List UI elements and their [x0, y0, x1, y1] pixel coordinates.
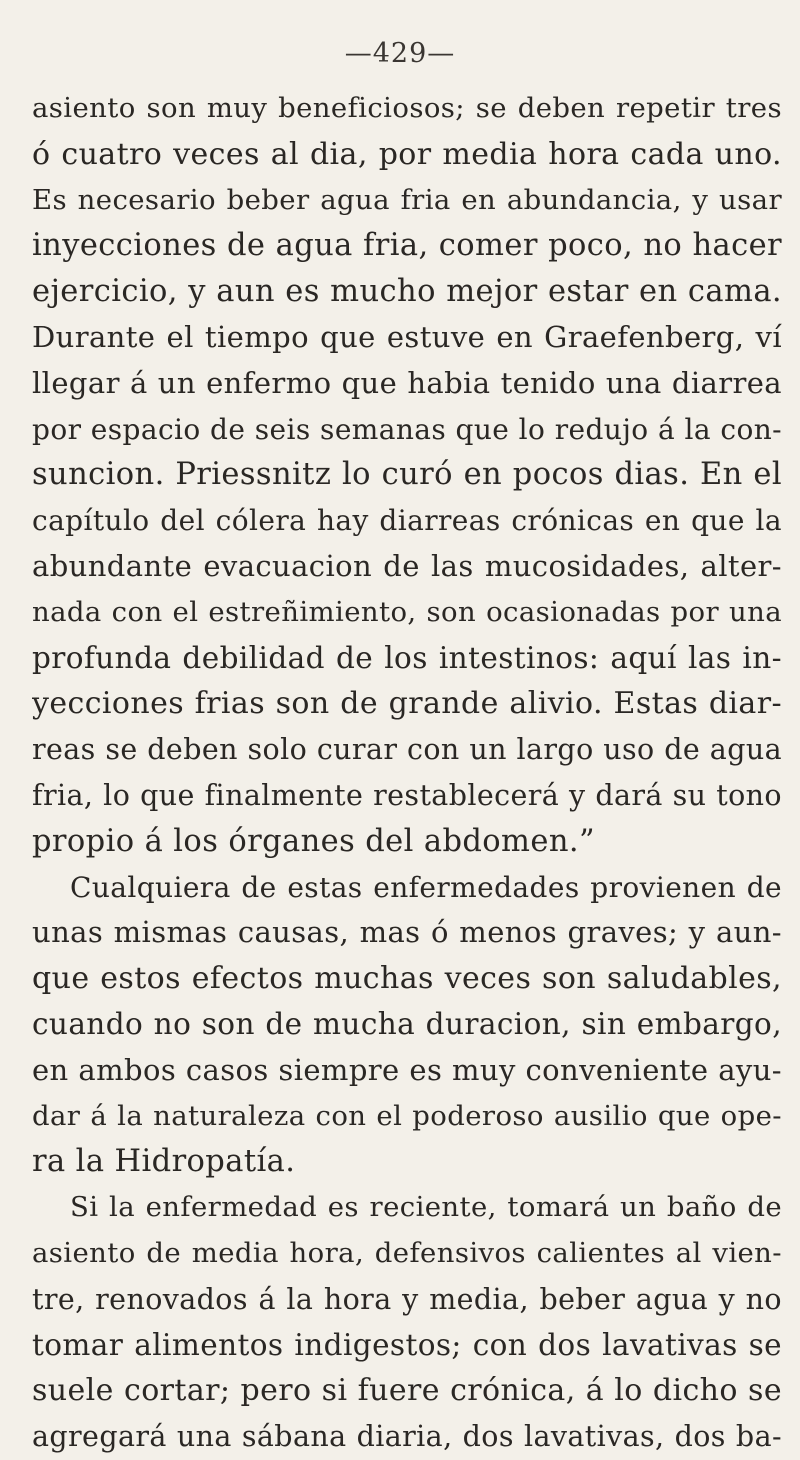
- text-line: reas se deben solo curar con un largo uso de agua: [32, 733, 782, 767]
- text-line: cuando no son de mucha duracion, sin embargo,: [32, 1006, 782, 1041]
- text-line: por espacio de seis semanas que lo redujo á la con-: [32, 412, 782, 446]
- text-line: Si la enfermedad es reciente, tomará un baño de: [70, 1191, 782, 1224]
- text-line: nada con el estreñimiento, son ocasionadas por una: [32, 595, 782, 628]
- text-line: suele cortar; pero si fuere crónica, á lo dicho se: [32, 1373, 782, 1409]
- text-line: Cualquiera de estas enfermedades provienen de: [70, 870, 782, 904]
- text-line: unas mismas causas, mas ó menos graves; y aun-: [32, 915, 782, 950]
- text-line: yecciones frias son de grande alivio. Estas diar-: [32, 686, 782, 722]
- text-line: Durante el tiempo que estuve en Graefenberg, ví: [32, 319, 782, 354]
- text-line: asiento de media hora, defensivos calientes al vien-: [32, 1236, 782, 1269]
- text-line: suncion. Priessnitz lo curó en pocos dias. En el: [32, 457, 782, 493]
- text-line: capítulo del cólera hay diarreas crónicas en que la: [32, 504, 782, 538]
- text-line: propio á los órganes del abdomen.”: [32, 823, 595, 859]
- text-line: abundante evacuacion de las mucosidades, alter-: [32, 548, 782, 583]
- text-line: profunda debilidad de los intestinos: aquí las in-: [32, 640, 782, 675]
- text-line: Es necesario beber agua fria en abundancia, y usar: [32, 183, 782, 216]
- text-line: ejercicio, y aun es mucho mejor estar en cama.: [32, 274, 782, 310]
- text-line: en ambos casos siempre es muy conveniente ayu-: [32, 1052, 782, 1087]
- text-line: fria, lo que finalmente restablecerá y dará su tono: [32, 778, 782, 812]
- text-line: ra la Hidropatía.: [32, 1144, 296, 1180]
- text-line: agregará una sábana diaria, dos lavativas, dos ba-: [32, 1420, 782, 1454]
- text-line: dar á la naturaleza con el poderoso ausilio que ope-: [32, 1099, 782, 1132]
- page-number: —429—: [344, 38, 456, 69]
- text-line: tre, renovados á la hora y media, beber agua y no: [32, 1282, 782, 1316]
- text-line: inyecciones de agua fria, comer poco, no hacer: [32, 228, 782, 264]
- text-line: tomar alimentos indigestos; con dos lavativas se: [32, 1327, 782, 1362]
- text-line: que estos efectos muchas veces son saludables,: [32, 961, 782, 997]
- text-line: llegar á un enfermo que habia tenido una diarrea: [32, 365, 782, 400]
- body-text: [32, 86, 782, 1460]
- text-line: asiento son muy beneficiosos; se deben repetir tres: [32, 92, 782, 124]
- text-line: ó cuatro veces al dia, por media hora cada uno.: [32, 136, 782, 172]
